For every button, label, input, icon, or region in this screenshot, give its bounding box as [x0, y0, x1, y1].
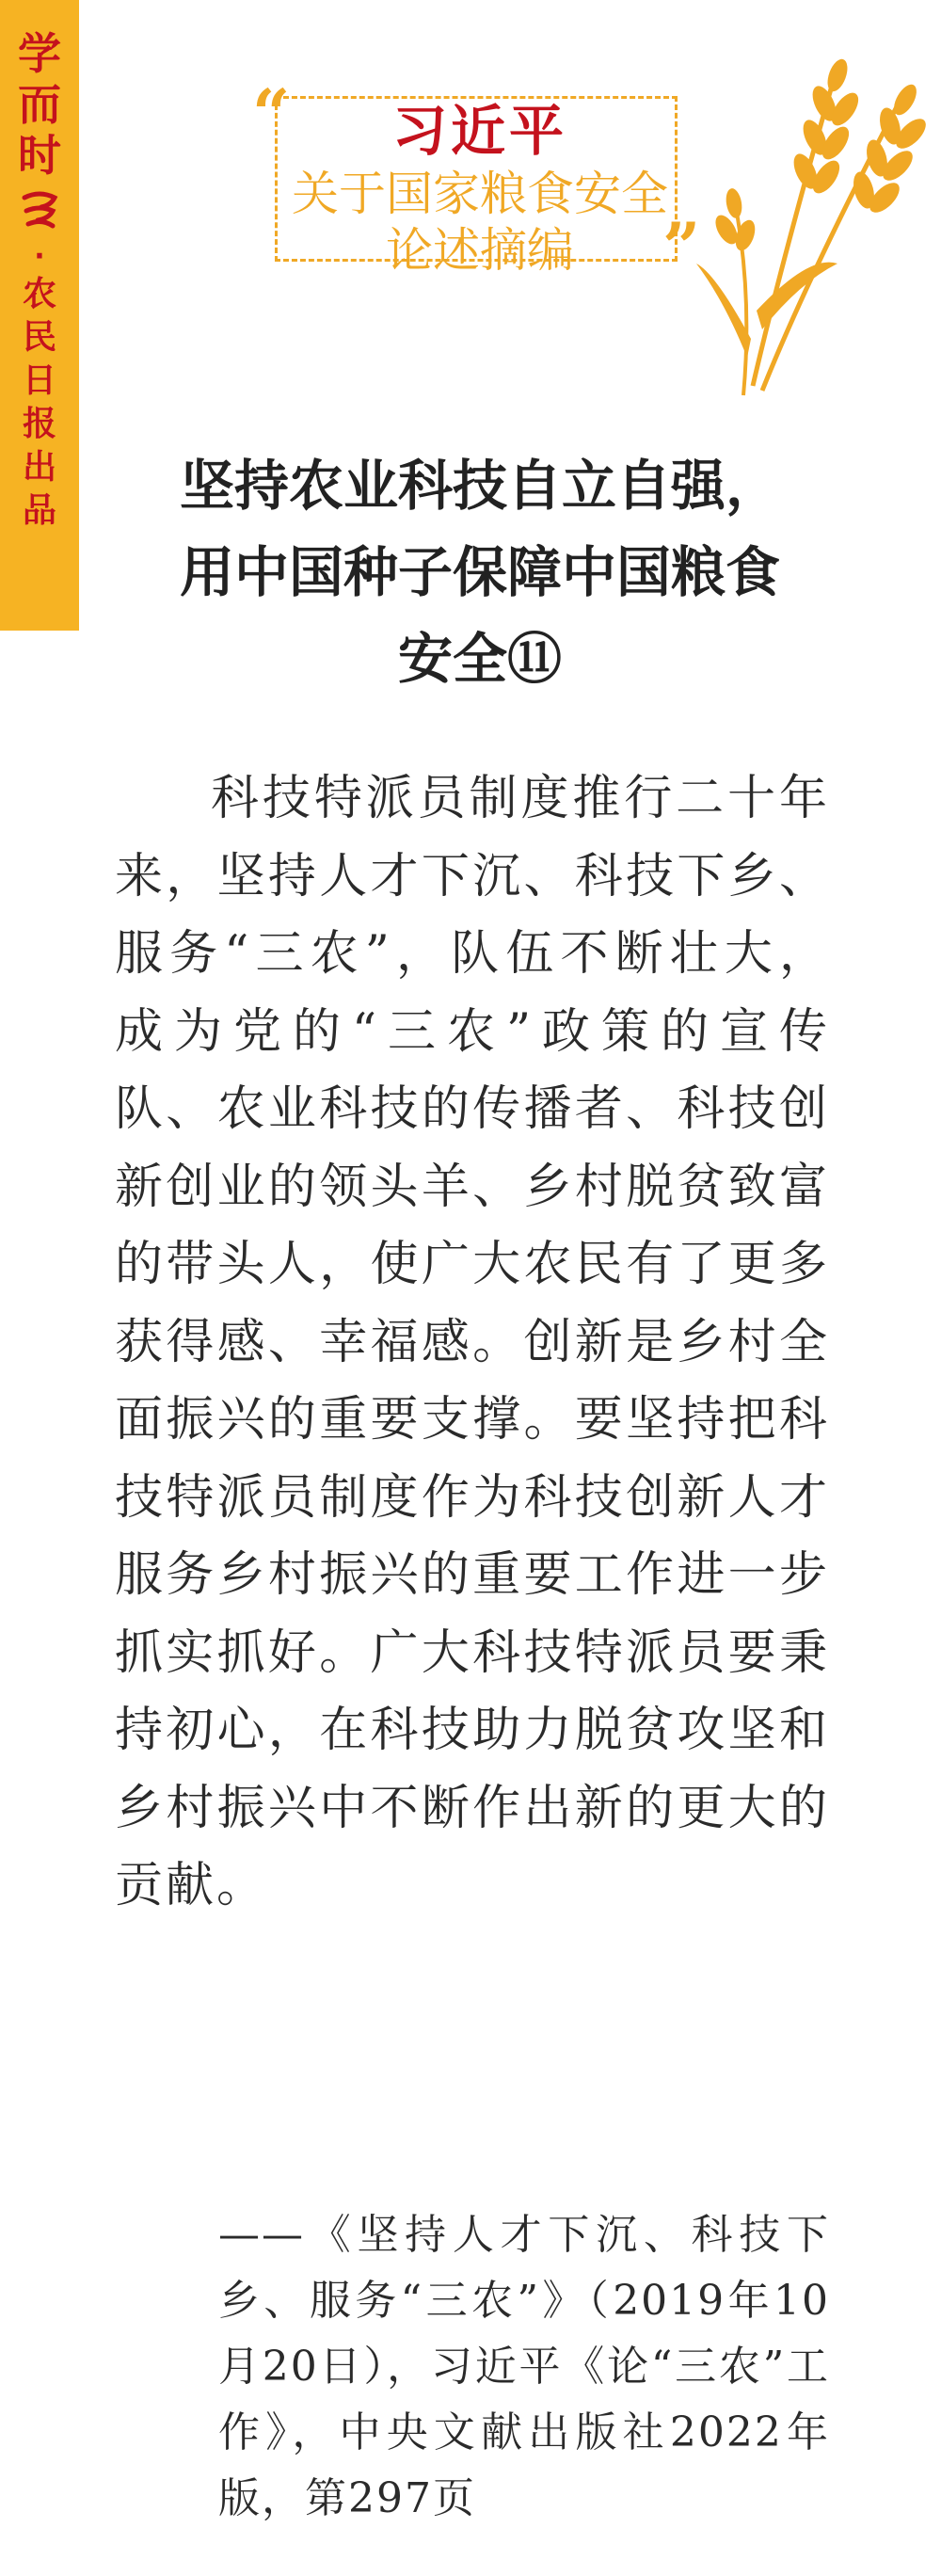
side-banner [0, 0, 79, 631]
side-banner-char: 而 [18, 79, 61, 130]
side-banner-char: 农 [22, 275, 56, 313]
side-banner-separator: · [34, 240, 45, 273]
open-quote-icon: “ [252, 74, 291, 152]
seal-icon [15, 186, 64, 235]
close-quote-icon: ” [662, 208, 701, 286]
side-banner-char: 报 [22, 405, 56, 443]
side-banner-char: 学 [18, 28, 61, 79]
side-banner-char: 出 [22, 448, 56, 487]
header-subtitle-line2: 论述摘编 [386, 223, 574, 278]
side-banner-char: 时 [18, 130, 61, 181]
article-title-line: 坚持农业科技自立自强， [179, 454, 780, 518]
article-source: ——《坚持人才下沉、科技下乡、服务“三农”》（2019年10月20日），习近平《论“三农”工作》，中央文献出版社2022年版，第297页 [218, 2211, 830, 2522]
article-title [94, 442, 866, 702]
article-body: 科技特派员制度推行二十年来，坚持人才下沉、科技下乡、服务“三农”，队伍不断壮大，成为党的“三农”政策的宣传队、农业科技的传播者、科技创新创业的领头羊、乡村脱贫致富的带头人，使广大农民有了更多获得感、幸福感。创新是乡村全面振兴的重要支撑。要坚持把科技特派员制度作为科技创新人才服务乡村振兴的重要工作进一步抓实抓好。广大科技特派员要秉持初心，在科技助力脱贫攻坚和乡村振兴中不断作出新的更大的贡献。 [115, 771, 830, 1913]
side-banner-char: 品 [22, 491, 56, 530]
xi-seal-logo [15, 186, 64, 235]
article-title-line: 安全⑪ [397, 627, 562, 691]
wheat-icon [696, 28, 941, 405]
side-banner-char: 民 [22, 318, 56, 357]
header-name: 习近平 [252, 87, 708, 166]
header-badge [252, 68, 708, 286]
article-title-line: 用中国种子保障中国粮食 [179, 540, 780, 604]
header-subtitle-line1: 关于国家粮食安全 [292, 167, 668, 221]
side-banner-char: 日 [22, 361, 56, 400]
